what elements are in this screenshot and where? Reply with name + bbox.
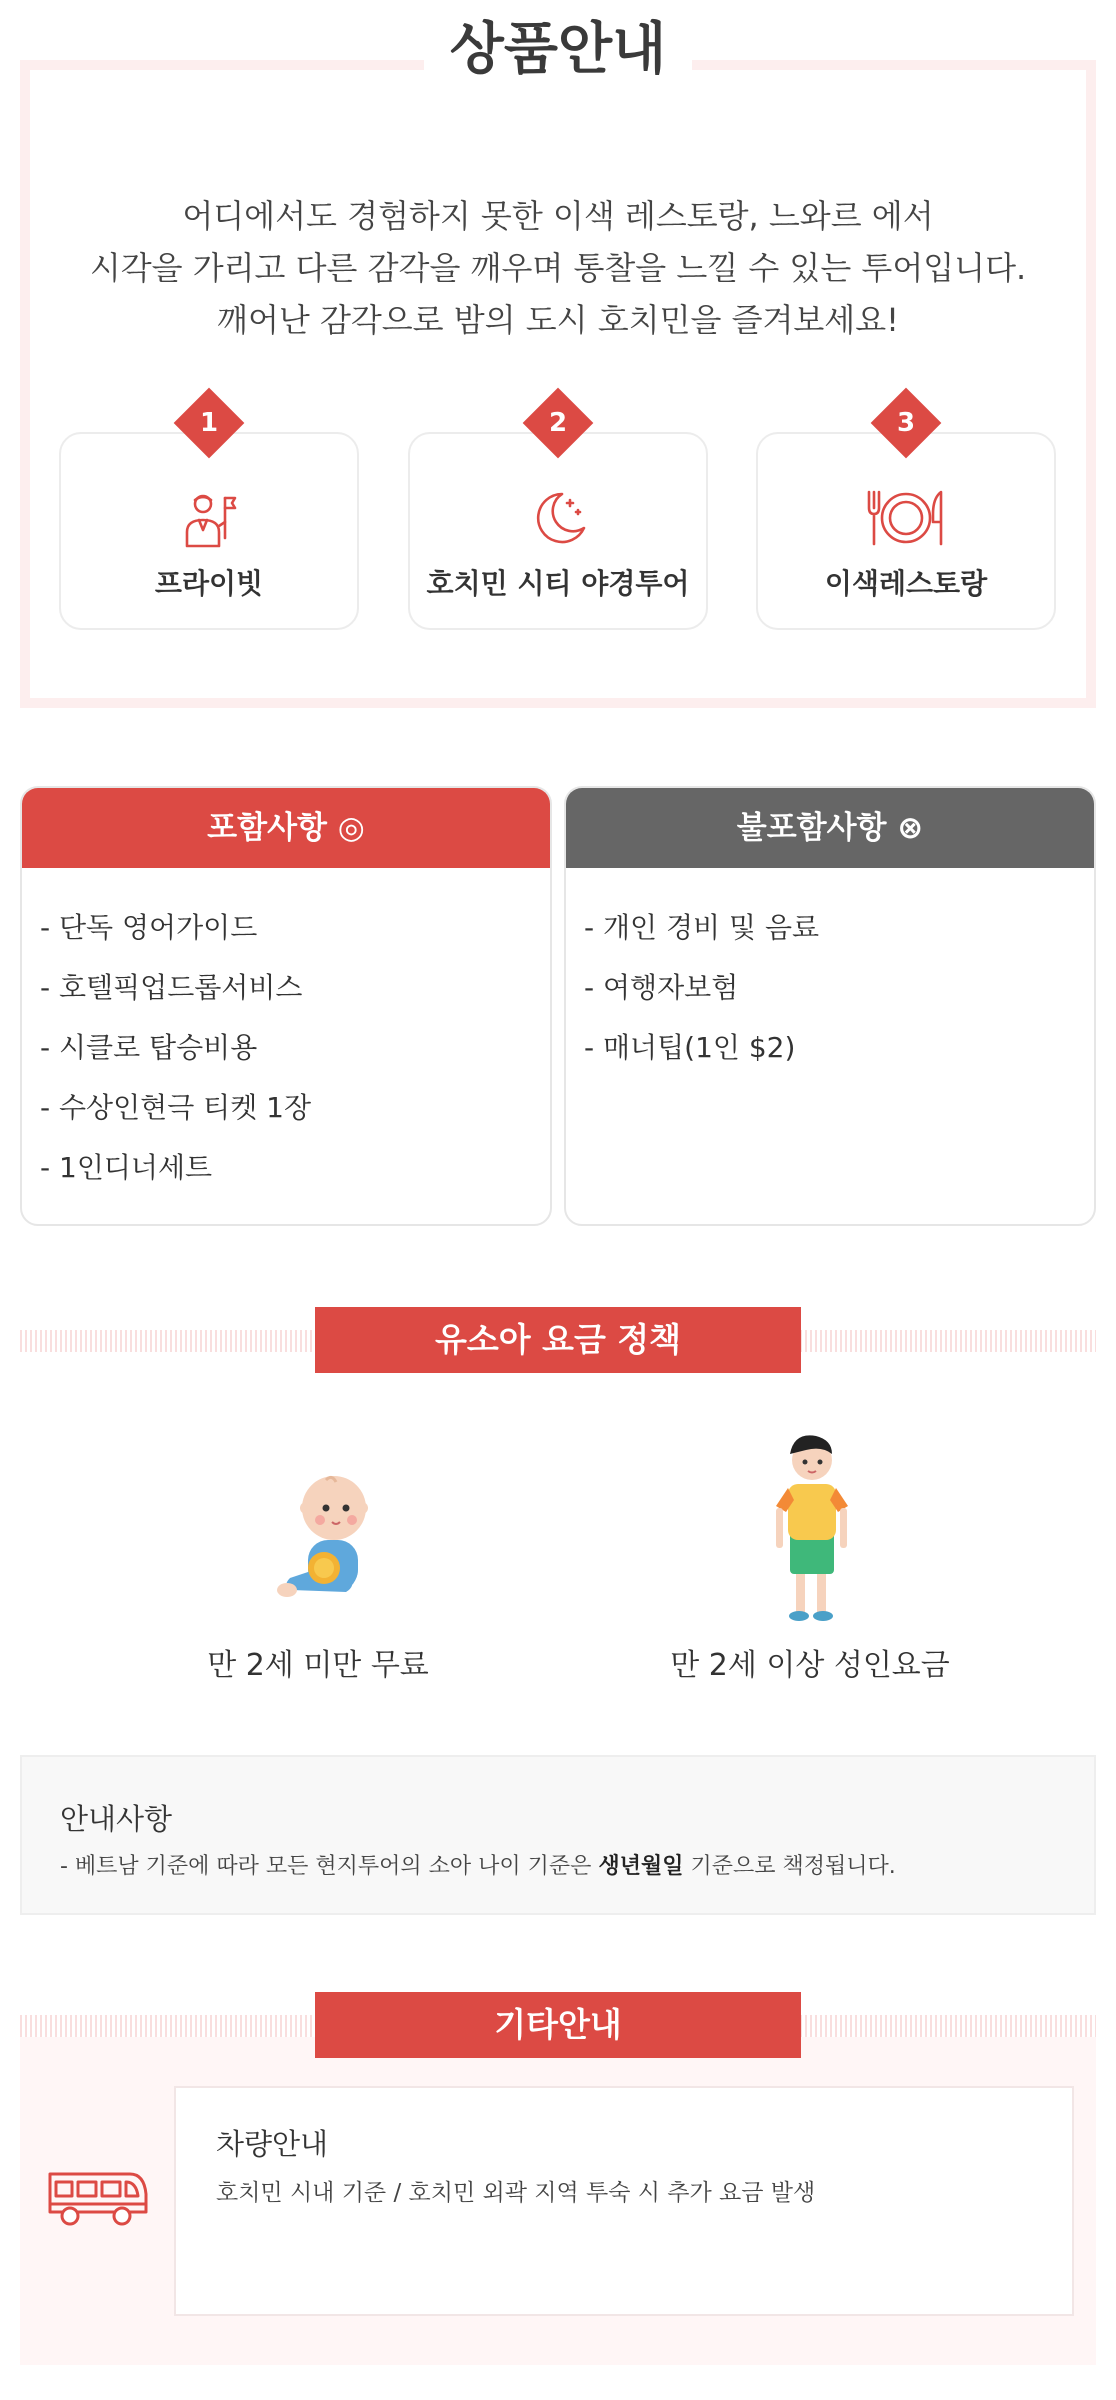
vehicle-info-card [174,2086,1074,2316]
feature-card-private [59,432,359,630]
van-icon [46,2166,150,2230]
feature-label: 이색레스토랑 [824,567,988,600]
notice-text-part: 기준으로 책정됩니다. [683,1854,896,1879]
child-illustration [766,1428,856,1628]
feature-number: 2 [548,408,568,438]
excluded-header: 불포함사항 ⊗ [566,788,1094,868]
excluded-box [564,786,1096,1226]
list-item: - 수상인현극 티켓 1장 [40,1091,312,1124]
list-item: - 매너팁(1인 $2) [584,1031,796,1064]
feature-number: 1 [199,408,219,438]
feature-card-night-tour [408,432,708,630]
intro-description [0,190,1116,346]
moon-stars-icon [410,486,706,550]
feature-number-badge [523,388,594,459]
feature-label: 호치민 시티 야경투어 [426,567,690,600]
included-box [20,786,552,1226]
notice-text-bold: 생년월일 [598,1854,684,1879]
list-item: - 개인 경비 및 음료 [584,911,820,944]
feature-number-badge [174,388,245,459]
section-title-child-policy: 유소아 요금 정책 [315,1307,801,1373]
list-item: - 여행자보험 [584,971,739,1004]
intro-desc-line: 깨어난 감각으로 밤의 도시 호치민을 즐겨보세요! [217,301,899,339]
vehicle-info-text: 호치민 시내 기준 / 호치민 외곽 지역 투숙 시 추가 요금 발생 [216,2180,816,2206]
list-item: - 시클로 탑승비용 [40,1031,258,1064]
fork-plate-knife-icon [758,486,1054,550]
infant-illustration [262,1450,382,1610]
feature-number-badge [871,388,942,459]
infant-fee-text: 만 2세 미만 무료 [207,1648,429,1683]
notice-text-part: - 베트남 기준에 따라 모든 현지투어의 소아 나이 기준은 [60,1854,599,1879]
included-list [22,868,550,1198]
intro-desc-line: 시각을 가리고 다른 감각을 깨우며 통찰을 느낄 수 있는 투어입니다. [89,249,1027,287]
list-item: - 단독 영어가이드 [40,911,258,944]
section-title-product [0,17,1116,82]
notice-box [20,1755,1096,1915]
list-item: - 1인디너세트 [40,1151,213,1184]
section-title-other: 기타안내 [315,1992,801,2058]
included-header: 포함사항 ◎ [22,788,550,868]
feature-number: 3 [896,408,916,438]
intro-desc-line: 어디에서도 경험하지 못한 이색 레스토랑, 느와르 에서 [182,197,934,235]
notice-title: 안내사항 [60,1802,173,1836]
section-title-product-text: 상품안내 [424,17,692,82]
child-fee-text: 만 2세 이상 성인요금 [670,1648,950,1683]
excluded-list [566,868,1094,1078]
vehicle-info-title: 차량안내 [216,2127,329,2161]
private-guide-icon [61,486,357,550]
list-item: - 호텔픽업드롭서비스 [40,971,303,1004]
feature-card-restaurant [756,432,1056,630]
notice-text [60,1849,896,1880]
feature-label: 프라이빗 [154,567,264,600]
